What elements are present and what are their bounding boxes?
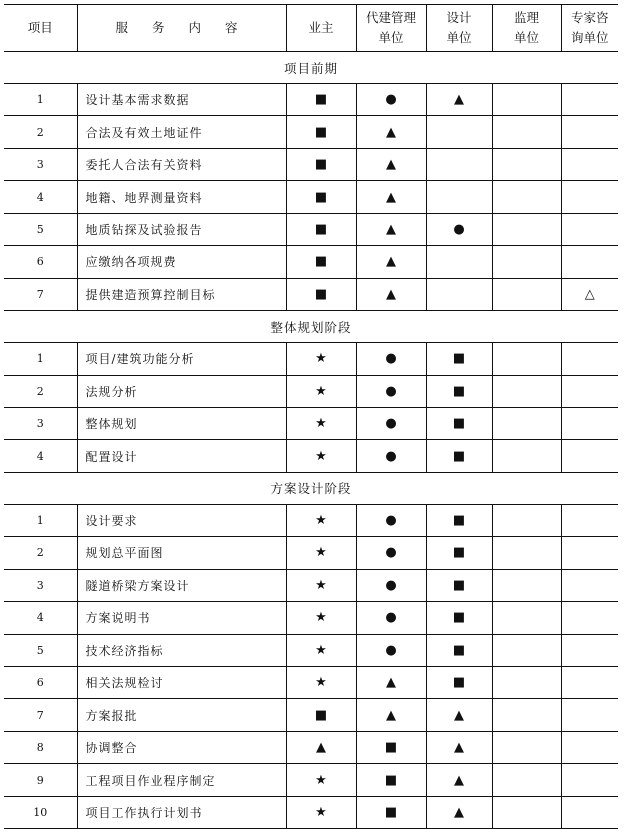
- owner-role-mark: ★: [286, 602, 356, 634]
- design-role-mark: ▲: [426, 84, 492, 116]
- table-row: [4, 213, 618, 245]
- table-row: [4, 84, 618, 116]
- design-role-mark: ▲: [426, 699, 492, 731]
- item-number: 5: [4, 213, 77, 245]
- supervision-role-mark: [492, 278, 561, 310]
- agent-role-mark: ■: [356, 731, 426, 763]
- expert-role-mark: [561, 699, 618, 731]
- supervision-role-mark: [492, 569, 561, 601]
- section-title: 方案设计阶段: [4, 472, 618, 504]
- owner-role-mark: ★: [286, 796, 356, 828]
- table-row: [4, 634, 618, 666]
- expert-role-mark: [561, 343, 618, 375]
- agent-role-mark: ■: [356, 764, 426, 796]
- owner-role-mark: ■: [286, 213, 356, 245]
- agent-role-mark: ●: [356, 504, 426, 536]
- table-body: [4, 52, 618, 829]
- item-number: 9: [4, 764, 77, 796]
- item-number: 3: [4, 407, 77, 439]
- design-role-mark: ●: [426, 213, 492, 245]
- design-role-mark: ■: [426, 440, 492, 472]
- expert-role-mark: [561, 181, 618, 213]
- header-service: 服 务 内 容: [77, 5, 286, 52]
- item-number: 1: [4, 504, 77, 536]
- header-expert: 专家咨 询单位: [561, 5, 618, 52]
- design-role-mark: ■: [426, 634, 492, 666]
- agent-role-mark: ●: [356, 407, 426, 439]
- table-row: [4, 569, 618, 601]
- service-description: 合法及有效土地证件: [77, 116, 286, 148]
- expert-role-mark: [561, 731, 618, 763]
- design-role-mark: ▲: [426, 796, 492, 828]
- service-description: 隧道桥梁方案设计: [77, 569, 286, 601]
- expert-role-mark: [561, 764, 618, 796]
- agent-role-mark: ▲: [356, 213, 426, 245]
- item-number: 6: [4, 246, 77, 278]
- design-role-mark: ■: [426, 602, 492, 634]
- service-description: 规划总平面图: [77, 537, 286, 569]
- service-description: 设计基本需求数据: [77, 84, 286, 116]
- design-role-mark: [426, 246, 492, 278]
- supervision-role-mark: [492, 537, 561, 569]
- agent-role-mark: ▲: [356, 181, 426, 213]
- owner-role-mark: ★: [286, 343, 356, 375]
- service-description: 法规分析: [77, 375, 286, 407]
- table-row: [4, 440, 618, 472]
- supervision-role-mark: [492, 602, 561, 634]
- header-item: 项目: [4, 5, 77, 52]
- item-number: 4: [4, 602, 77, 634]
- expert-role-mark: [561, 634, 618, 666]
- supervision-role-mark: [492, 764, 561, 796]
- table-row: [4, 667, 618, 699]
- supervision-role-mark: [492, 375, 561, 407]
- service-description: 整体规划: [77, 407, 286, 439]
- header-supervision: 监理 单位: [492, 5, 561, 52]
- owner-role-mark: ■: [286, 278, 356, 310]
- supervision-role-mark: [492, 407, 561, 439]
- service-description: 配置设计: [77, 440, 286, 472]
- agent-role-mark: ▲: [356, 116, 426, 148]
- owner-role-mark: ■: [286, 116, 356, 148]
- item-number: 3: [4, 148, 77, 180]
- table-header: [4, 5, 618, 52]
- table-row: [4, 181, 618, 213]
- owner-role-mark: ■: [286, 246, 356, 278]
- expert-role-mark: [561, 440, 618, 472]
- owner-role-mark: ★: [286, 375, 356, 407]
- section-row: [4, 311, 618, 343]
- item-number: 8: [4, 731, 77, 763]
- agent-role-mark: ●: [356, 84, 426, 116]
- expert-role-mark: [561, 667, 618, 699]
- supervision-role-mark: [492, 213, 561, 245]
- design-role-mark: ■: [426, 504, 492, 536]
- item-number: 2: [4, 537, 77, 569]
- service-description: 相关法规检讨: [77, 667, 286, 699]
- table-row: [4, 343, 618, 375]
- design-role-mark: [426, 181, 492, 213]
- agent-role-mark: ●: [356, 634, 426, 666]
- table-row: [4, 699, 618, 731]
- owner-role-mark: ★: [286, 537, 356, 569]
- expert-role-mark: [561, 504, 618, 536]
- service-description: 应缴纳各项规费: [77, 246, 286, 278]
- expert-role-mark: △: [561, 278, 618, 310]
- owner-role-mark: ★: [286, 764, 356, 796]
- expert-role-mark: [561, 407, 618, 439]
- table-row: [4, 278, 618, 310]
- owner-role-mark: ★: [286, 667, 356, 699]
- owner-role-mark: ■: [286, 84, 356, 116]
- agent-role-mark: ▲: [356, 278, 426, 310]
- design-role-mark: ■: [426, 667, 492, 699]
- supervision-role-mark: [492, 634, 561, 666]
- design-role-mark: ■: [426, 537, 492, 569]
- expert-role-mark: [561, 84, 618, 116]
- supervision-role-mark: [492, 148, 561, 180]
- service-description: 项目工作执行计划书: [77, 796, 286, 828]
- service-description: 委托人合法有关资料: [77, 148, 286, 180]
- agent-role-mark: ●: [356, 343, 426, 375]
- design-role-mark: ▲: [426, 731, 492, 763]
- supervision-role-mark: [492, 181, 561, 213]
- supervision-role-mark: [492, 440, 561, 472]
- owner-role-mark: ■: [286, 181, 356, 213]
- item-number: 1: [4, 343, 77, 375]
- agent-role-mark: ■: [356, 796, 426, 828]
- design-role-mark: ■: [426, 569, 492, 601]
- expert-role-mark: [561, 796, 618, 828]
- section-title: 项目前期: [4, 52, 618, 84]
- supervision-role-mark: [492, 667, 561, 699]
- service-description: 工程项目作业程序制定: [77, 764, 286, 796]
- section-title: 整体规划阶段: [4, 311, 618, 343]
- item-number: 7: [4, 278, 77, 310]
- table-row: [4, 764, 618, 796]
- service-description: 技术经济指标: [77, 634, 286, 666]
- design-role-mark: ■: [426, 375, 492, 407]
- item-number: 4: [4, 440, 77, 472]
- supervision-role-mark: [492, 796, 561, 828]
- service-description: 地籍、地界测量资料: [77, 181, 286, 213]
- service-description: 提供建造预算控制目标: [77, 278, 286, 310]
- supervision-role-mark: [492, 504, 561, 536]
- supervision-role-mark: [492, 246, 561, 278]
- design-role-mark: ■: [426, 407, 492, 439]
- responsibility-matrix-table: [4, 4, 618, 829]
- owner-role-mark: ■: [286, 148, 356, 180]
- item-number: 3: [4, 569, 77, 601]
- design-role-mark: [426, 148, 492, 180]
- design-role-mark: [426, 116, 492, 148]
- service-description: 项目/建筑功能分析: [77, 343, 286, 375]
- header-design: 设计 单位: [426, 5, 492, 52]
- item-number: 2: [4, 375, 77, 407]
- table-row: [4, 375, 618, 407]
- agent-role-mark: ●: [356, 569, 426, 601]
- supervision-role-mark: [492, 699, 561, 731]
- owner-role-mark: ★: [286, 569, 356, 601]
- owner-role-mark: ★: [286, 504, 356, 536]
- table-row: [4, 116, 618, 148]
- expert-role-mark: [561, 569, 618, 601]
- agent-role-mark: ▲: [356, 699, 426, 731]
- table-row: [4, 246, 618, 278]
- agent-role-mark: ▲: [356, 148, 426, 180]
- item-number: 5: [4, 634, 77, 666]
- table-row: [4, 602, 618, 634]
- item-number: 4: [4, 181, 77, 213]
- agent-role-mark: ▲: [356, 246, 426, 278]
- design-role-mark: ▲: [426, 764, 492, 796]
- service-description: 方案说明书: [77, 602, 286, 634]
- item-number: 2: [4, 116, 77, 148]
- owner-role-mark: ★: [286, 407, 356, 439]
- agent-role-mark: ▲: [356, 667, 426, 699]
- agent-role-mark: ●: [356, 440, 426, 472]
- owner-role-mark: ■: [286, 699, 356, 731]
- section-row: [4, 52, 618, 84]
- table-row: [4, 407, 618, 439]
- expert-role-mark: [561, 213, 618, 245]
- expert-role-mark: [561, 116, 618, 148]
- owner-role-mark: ★: [286, 634, 356, 666]
- service-description: 方案报批: [77, 699, 286, 731]
- expert-role-mark: [561, 246, 618, 278]
- expert-role-mark: [561, 537, 618, 569]
- table-row: [4, 537, 618, 569]
- expert-role-mark: [561, 375, 618, 407]
- design-role-mark: ■: [426, 343, 492, 375]
- owner-role-mark: ★: [286, 440, 356, 472]
- supervision-role-mark: [492, 116, 561, 148]
- item-number: 1: [4, 84, 77, 116]
- expert-role-mark: [561, 602, 618, 634]
- table-row: [4, 731, 618, 763]
- item-number: 6: [4, 667, 77, 699]
- header-owner: 业主: [286, 5, 356, 52]
- table-row: [4, 504, 618, 536]
- agent-role-mark: ●: [356, 537, 426, 569]
- agent-role-mark: ●: [356, 375, 426, 407]
- supervision-role-mark: [492, 731, 561, 763]
- section-row: [4, 472, 618, 504]
- service-description: 设计要求: [77, 504, 286, 536]
- supervision-role-mark: [492, 343, 561, 375]
- expert-role-mark: [561, 148, 618, 180]
- service-description: 协调整合: [77, 731, 286, 763]
- design-role-mark: [426, 278, 492, 310]
- supervision-role-mark: [492, 84, 561, 116]
- owner-role-mark: ▲: [286, 731, 356, 763]
- table-row: [4, 148, 618, 180]
- table-row: [4, 796, 618, 828]
- agent-role-mark: ●: [356, 602, 426, 634]
- service-description: 地质钻探及试验报告: [77, 213, 286, 245]
- item-number: 10: [4, 796, 77, 828]
- item-number: 7: [4, 699, 77, 731]
- header-agent: 代建管理 单位: [356, 5, 426, 52]
